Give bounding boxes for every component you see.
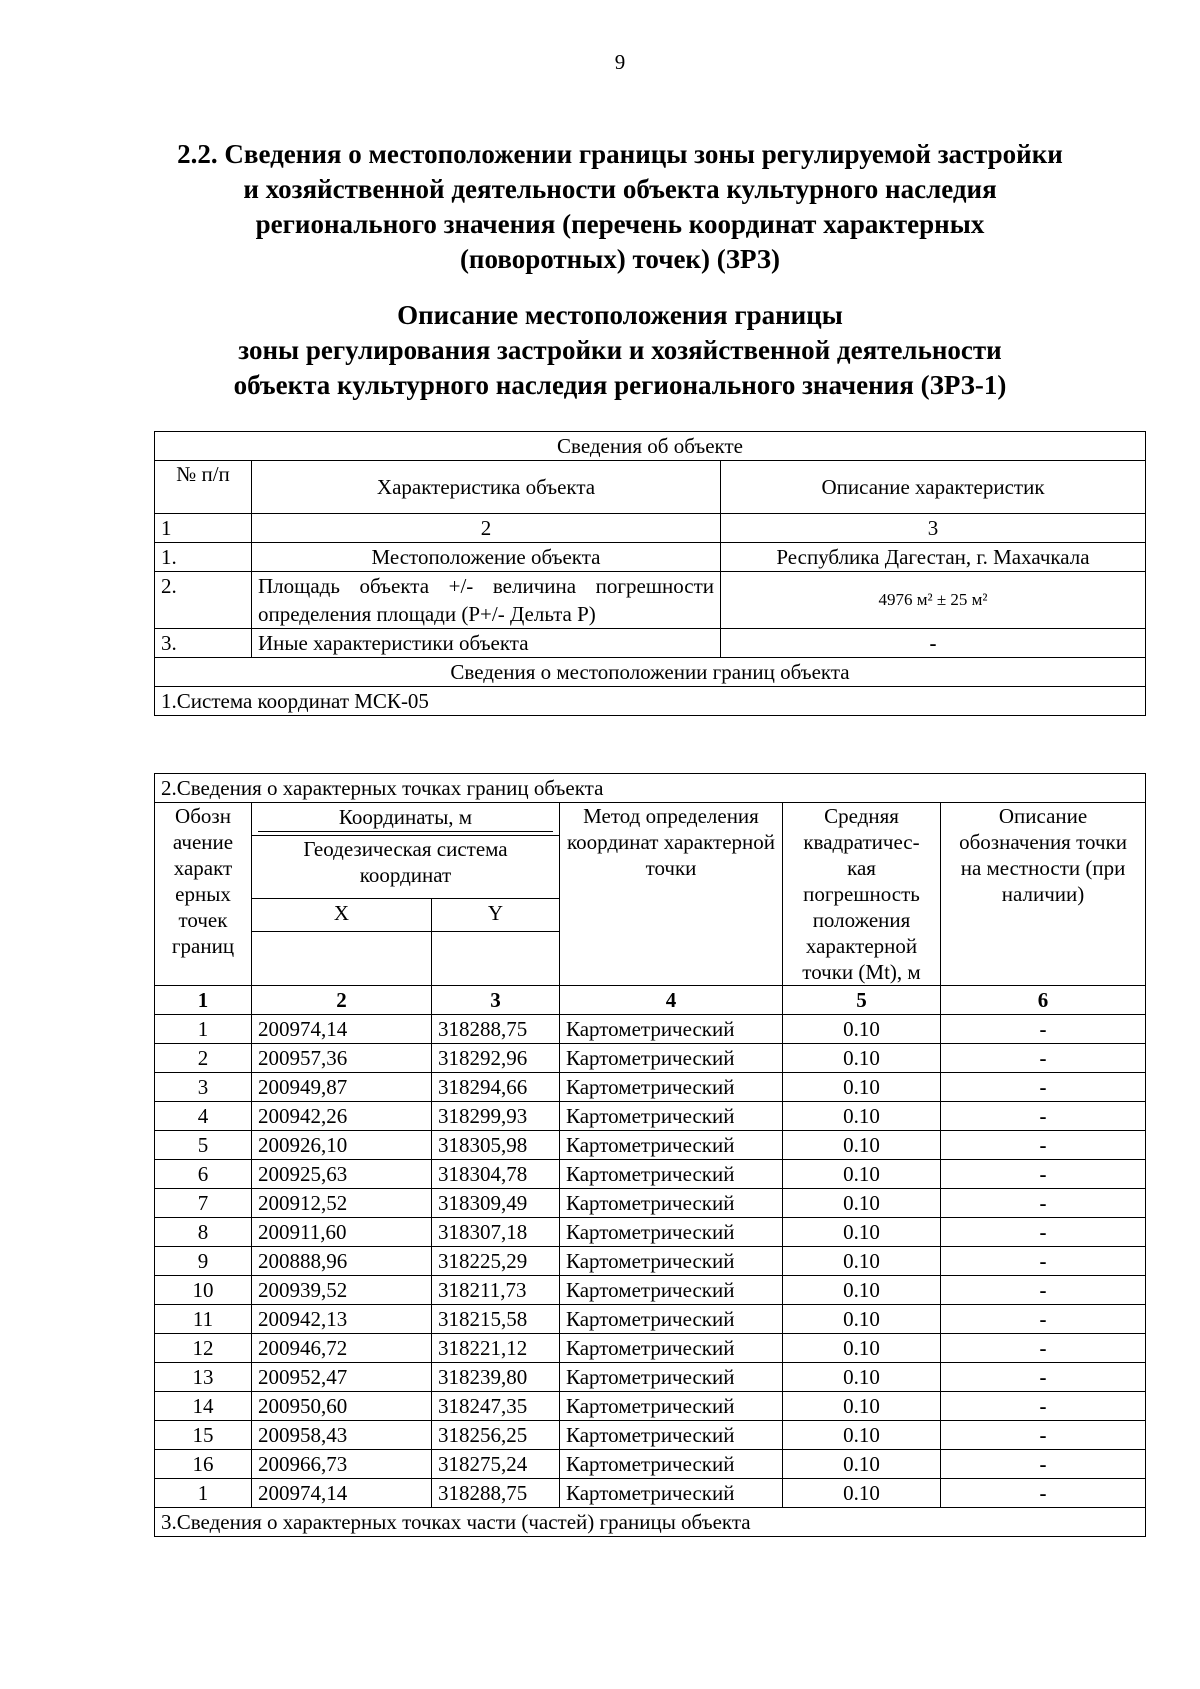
description-heading-line: зоны регулирования застройки и хозяйственной деятельности [238,335,1002,365]
point-error: 0.10 [783,1276,941,1305]
description-header: Описание обозначения точки на местности (при наличии) [941,803,1146,986]
point-method: Картометрический [560,1450,783,1479]
index-row [155,514,1146,543]
point-number: 11 [155,1305,252,1334]
point-method: Картометрический [560,1160,783,1189]
row-num: 2. [155,572,252,629]
row-description: Республика Дагестан, г. Махачкала [721,543,1146,572]
row-characteristic: Площадь объекта +/- величина погрешности определения площади (P+/- Дельта P) [252,572,721,629]
point-number: 13 [155,1363,252,1392]
y-header: Y [432,899,560,931]
point-method: Картометрический [560,1218,783,1247]
point-description: - [941,1334,1146,1363]
point-y: 318221,12 [432,1334,560,1363]
point-description: - [941,1363,1146,1392]
point-description: - [941,1131,1146,1160]
point-y: 318256,25 [432,1421,560,1450]
row-description: 4976 м² ± 25 м² [721,572,1146,629]
point-method: Картометрический [560,1044,783,1073]
point-method: Картометрический [560,1102,783,1131]
point-number: 16 [155,1450,252,1479]
table-row [155,1218,1146,1247]
boundary-points-table [154,773,1146,1537]
point-method: Картометрический [560,1189,783,1218]
point-x: 200942,13 [252,1305,432,1334]
point-method: Картометрический [560,1392,783,1421]
point-y: 318307,18 [432,1218,560,1247]
point-method: Картометрический [560,1015,783,1044]
point-method: Картометрический [560,1073,783,1102]
point-number: 9 [155,1247,252,1276]
point-x: 200912,52 [252,1189,432,1218]
point-x: 200888,96 [252,1247,432,1276]
table-row [155,1131,1146,1160]
point-error: 0.10 [783,1160,941,1189]
object-info-table [154,431,1146,716]
point-description: - [941,1044,1146,1073]
row-num: 1. [155,543,252,572]
point-x: 200911,60 [252,1218,432,1247]
point-description: - [941,1479,1146,1508]
table-row [155,1102,1146,1131]
point-x: 200946,72 [252,1334,432,1363]
point-error: 0.10 [783,1102,941,1131]
table-row [155,1334,1146,1363]
point-error: 0.10 [783,1421,941,1450]
parts-section-title: 3.Сведения о характерных точках части (частей) границы объекта [155,1508,1146,1537]
point-x: 200950,60 [252,1392,432,1421]
point-number: 1 [155,1015,252,1044]
index-row [155,986,1146,1015]
point-error: 0.10 [783,1450,941,1479]
point-number: 15 [155,1421,252,1450]
point-error: 0.10 [783,1073,941,1102]
point-error: 0.10 [783,1131,941,1160]
point-y: 318288,75 [432,1479,560,1508]
row-description: - [721,629,1146,658]
point-method: Картометрический [560,1131,783,1160]
point-error: 0.10 [783,1305,941,1334]
method-header: Метод определения координат характерной точки [560,803,783,986]
point-x: 200952,47 [252,1363,432,1392]
point-description: - [941,1392,1146,1421]
point-error: 0.10 [783,1189,941,1218]
index-cell: 1 [155,514,252,543]
point-method: Картометрический [560,1247,783,1276]
point-description: - [941,1218,1146,1247]
point-method: Картометрический [560,1276,783,1305]
point-y: 318288,75 [432,1015,560,1044]
point-y: 318215,58 [432,1305,560,1334]
table-row [155,1450,1146,1479]
table-row [155,1189,1146,1218]
row-num: 3. [155,629,252,658]
table-row [155,1160,1146,1189]
point-method: Картометрический [560,1479,783,1508]
index-cell: 2 [252,986,432,1015]
x-header-spacer [252,931,432,985]
boundary-section-title: Сведения о местоположении границ объекта [155,658,1146,687]
point-description: - [941,1450,1146,1479]
y-header-spacer [432,931,560,985]
point-number: 10 [155,1276,252,1305]
index-cell: 5 [783,986,941,1015]
point-x: 200939,52 [252,1276,432,1305]
section-heading-line: (поворотных) точек) (ЗРЗ) [459,244,781,274]
col-description-header: Описание характеристик [721,461,1146,514]
point-y: 318304,78 [432,1160,560,1189]
point-number: 8 [155,1218,252,1247]
table-row [155,543,1146,572]
point-error: 0.10 [783,1363,941,1392]
point-x: 200974,14 [252,1015,432,1044]
table-row [155,1392,1146,1421]
point-description: - [941,1276,1146,1305]
description-heading-line: Описание местоположения границы [397,300,843,330]
point-x: 200966,73 [252,1450,432,1479]
point-error: 0.10 [783,1044,941,1073]
point-y: 318294,66 [432,1073,560,1102]
point-y: 318247,35 [432,1392,560,1421]
row-characteristic: Местоположение объекта [252,543,721,572]
section-heading-line: регионального значения (перечень координат характерных [255,209,985,239]
point-description: - [941,1421,1146,1450]
page-number: 9 [614,50,626,74]
index-cell: 3 [721,514,1146,543]
object-section-title: Сведения об объекте [155,432,1146,461]
table-row [155,1305,1146,1334]
designation-header: Обозн ачение характ ерных точек границ [155,803,252,986]
description-heading [145,298,1095,403]
point-number: 2 [155,1044,252,1073]
table-row [155,1479,1146,1508]
point-y: 318305,98 [432,1131,560,1160]
table-row [155,572,1146,629]
point-y: 318292,96 [432,1044,560,1073]
point-description: - [941,1247,1146,1276]
point-error: 0.10 [783,1479,941,1508]
point-description: - [941,1305,1146,1334]
table-row [155,629,1146,658]
point-method: Картометрический [560,1363,783,1392]
point-y: 318239,80 [432,1363,560,1392]
table-row [155,1044,1146,1073]
point-x: 200949,87 [252,1073,432,1102]
coordinates-header [252,803,560,836]
col-characteristic-header: Характеристика объекта [252,461,721,514]
table-row [155,1363,1146,1392]
row-characteristic: Иные характеристики объекта [252,629,721,658]
table-row [155,1247,1146,1276]
point-number: 14 [155,1392,252,1421]
table-row [155,1015,1146,1044]
point-method: Картометрический [560,1305,783,1334]
point-x: 200957,36 [252,1044,432,1073]
point-number: 12 [155,1334,252,1363]
section-heading-line: и хозяйственной деятельности объекта культурного наследия [243,174,997,204]
section-heading-line: 2.2. Сведения о местоположении границы зоны регулируемой застройки [177,139,1063,169]
table-row [155,1421,1146,1450]
point-y: 318275,24 [432,1450,560,1479]
point-description: - [941,1102,1146,1131]
point-error: 0.10 [783,1392,941,1421]
x-header: X [252,899,432,931]
geodetic-system-header: Геодезическая система координат [252,836,560,899]
point-number: 3 [155,1073,252,1102]
point-description: - [941,1189,1146,1218]
point-description: - [941,1073,1146,1102]
point-y: 318299,93 [432,1102,560,1131]
coordinate-system: 1.Система координат МСК-05 [155,687,1146,716]
point-error: 0.10 [783,1334,941,1363]
description-heading-line: объекта культурного наследия регионального значения (ЗРЗ-1) [233,370,1007,400]
point-method: Картометрический [560,1334,783,1363]
points-section-title: 2.Сведения о характерных точках границ объекта [155,774,1146,803]
point-x: 200942,26 [252,1102,432,1131]
point-number: 7 [155,1189,252,1218]
section-heading [145,137,1095,277]
point-error: 0.10 [783,1015,941,1044]
point-x: 200925,63 [252,1160,432,1189]
col-num-header: № п/п [155,461,252,514]
index-cell: 3 [432,986,560,1015]
index-cell: 2 [252,514,721,543]
point-number: 4 [155,1102,252,1131]
point-x: 200958,43 [252,1421,432,1450]
table-row [155,1276,1146,1305]
point-number: 5 [155,1131,252,1160]
point-error: 0.10 [783,1247,941,1276]
point-description: - [941,1015,1146,1044]
index-cell: 6 [941,986,1146,1015]
error-header: Средняя квадратичес- кая погрешность положения характерной точки (Mt), м [783,803,941,986]
table-row [155,1073,1146,1102]
point-x: 200926,10 [252,1131,432,1160]
point-x: 200974,14 [252,1479,432,1508]
points-body [155,1015,1146,1508]
point-error: 0.10 [783,1218,941,1247]
point-description: - [941,1160,1146,1189]
point-method: Картометрический [560,1421,783,1450]
point-number: 1 [155,1479,252,1508]
index-cell: 1 [155,986,252,1015]
index-cell: 4 [560,986,783,1015]
coordinates-header-label: Координаты, м [258,803,553,832]
point-y: 318309,49 [432,1189,560,1218]
point-y: 318211,73 [432,1276,560,1305]
point-y: 318225,29 [432,1247,560,1276]
point-number: 6 [155,1160,252,1189]
